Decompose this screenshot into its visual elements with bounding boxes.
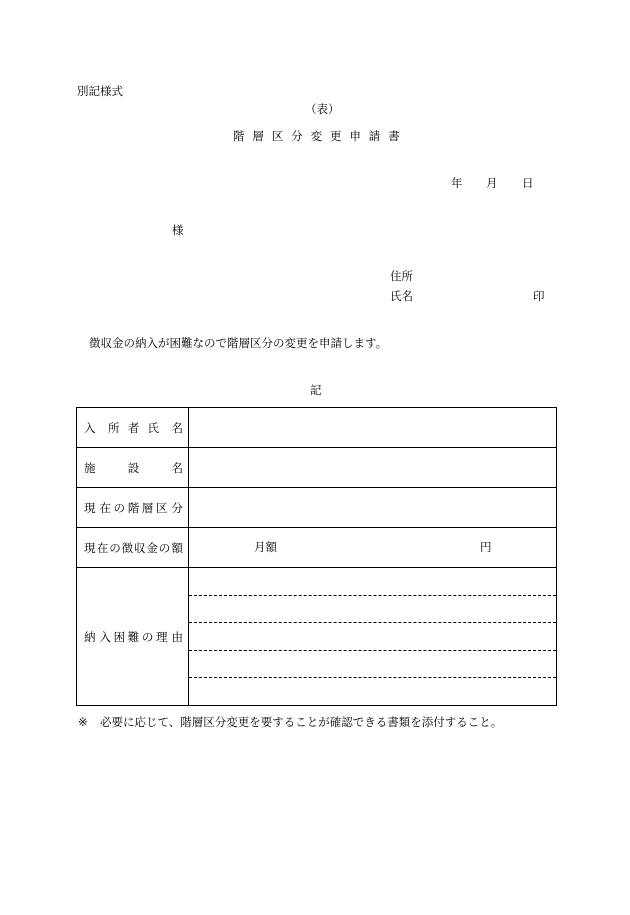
label-char: 在 [96,540,109,555]
label-char: 施 [84,460,96,475]
side-label: （表） [305,102,340,116]
title-char: 分 [291,129,303,143]
title-char: 層 [252,129,264,143]
label-cell-resident-name [77,408,189,448]
reason-line[interactable] [189,651,556,679]
address-label: 住所 [390,269,413,283]
label-char: 現 [84,540,96,555]
label-char: 名 [171,460,183,475]
label-char: 理 [156,629,168,644]
label-char: の [158,540,171,555]
label-char: 額 [171,540,183,555]
reason-line[interactable] [189,568,556,596]
label-char: 分 [171,500,183,515]
label-char: 氏 [147,420,160,435]
label-facility-name [77,448,188,487]
seal-mark: 印 [533,289,545,303]
label-char: 納 [84,629,96,644]
value-current-class[interactable] [189,488,557,528]
label-char: の [113,500,126,515]
reason-lines [189,568,556,705]
value-current-amount[interactable] [189,528,557,568]
label-char: 層 [141,500,154,515]
note-text: 必要に応じて、階層区分変更を要することが確認できる書類を添付すること。 [100,715,503,729]
label-char: の [141,629,154,644]
addressee-suffix: 様 [172,223,184,237]
reason-line[interactable] [189,596,556,624]
label-char: 所 [107,420,120,435]
label-char: 名 [171,420,183,435]
label-char: 収 [133,540,146,555]
title-char: 申 [349,129,361,143]
name-label: 氏名 [390,289,413,303]
reason-line[interactable] [189,678,556,705]
label-char: 区 [156,500,168,515]
label-resident-name [77,408,188,447]
title-char: 書 [388,129,400,143]
document-title [233,131,408,143]
label-char: 階 [127,500,140,515]
label-cell-current-amount [77,528,189,568]
label-char: の [109,540,121,555]
value-resident-name[interactable] [189,408,557,448]
label-cell-facility-name [77,448,189,488]
label-char: 徴 [121,540,134,555]
title-char: 変 [310,129,323,143]
value-facility-name[interactable] [189,448,557,488]
label-char: 難 [127,629,140,644]
label-current-class [77,488,188,527]
label-char: 金 [146,540,158,555]
yen-unit: 円 [480,540,492,554]
label-char: 入 [84,420,96,435]
label-reason [77,568,188,705]
label-current-amount [77,528,188,567]
label-char: 設 [127,460,140,475]
date-year: 年 [451,176,463,190]
label-cell-reason [77,568,189,706]
label-char: 困 [113,629,126,644]
label-char: 入 [99,629,111,644]
form-label: 別記様式 [77,84,123,98]
form-table [76,407,557,706]
monthly-label: 月額 [254,540,277,554]
label-cell-current-class [77,488,189,528]
label-char: 在 [99,500,111,515]
reason-line[interactable] [189,623,556,651]
body-text: 徴収金の納入が困難なので階層区分の変更を申請します。 [89,336,388,350]
title-char: 階 [233,129,245,143]
title-char: 更 [329,129,342,143]
date-month: 月 [486,176,498,190]
label-char: 者 [127,420,140,435]
value-reason[interactable] [189,568,557,706]
label-char: 現 [84,500,96,515]
ki-heading: 記 [310,383,322,397]
title-char: 請 [368,129,381,143]
label-char: 由 [171,629,183,644]
note-mark: ※ [78,715,88,729]
title-char: 区 [271,129,284,143]
date-day: 日 [522,176,534,190]
